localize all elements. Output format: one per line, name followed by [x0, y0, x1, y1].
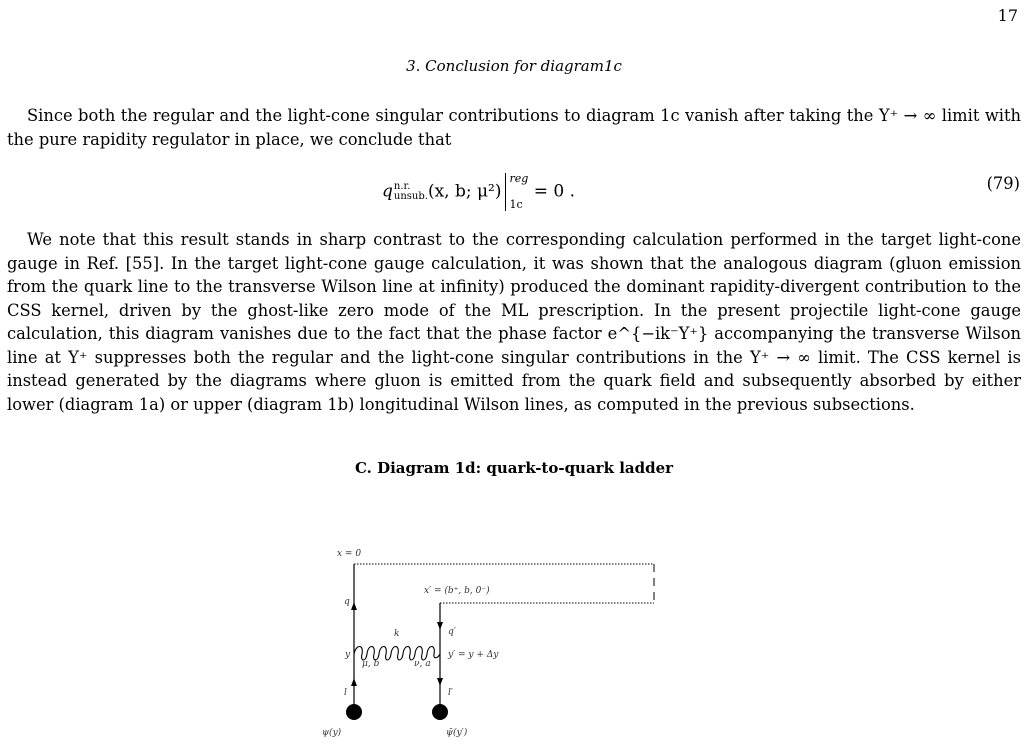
label-q: q — [344, 597, 350, 607]
equation-body — [382, 166, 575, 218]
arrow-l — [351, 678, 357, 686]
paragraph-1-text: Since both the regular and the light-cone singular contributions to diagram 1c vanish after taking the Y⁺ → ∞ limit with the pure rapidity regulator in place, we conclude that — [7, 106, 1021, 149]
arrow-lprime — [437, 678, 443, 686]
label-x0: x = 0 — [337, 549, 362, 559]
label-l: l — [344, 688, 347, 698]
eq-bar-sub: 1c — [509, 198, 523, 211]
label-xprime: x′ = (b⁺, b, 0⁻) — [424, 586, 490, 596]
paragraph-1 — [7, 104, 1021, 151]
eq-subscript: unsub. — [393, 191, 428, 202]
arrow-q — [351, 602, 357, 610]
section-title: C. Diagram 1d: quark-to-quark ladder — [354, 459, 674, 477]
eq-args: (x, b; μ²) — [427, 181, 502, 202]
eq-symbol: q — [382, 181, 393, 202]
label-psibar: ψ̄(y′) — [446, 728, 468, 738]
label-y: y — [345, 650, 351, 660]
label-nu-a: ν, a — [414, 659, 431, 669]
label-qprime: q′ — [448, 627, 456, 637]
equation-number: (79) — [986, 174, 1020, 193]
paragraph-2 — [7, 228, 1021, 416]
eq-superscript: n.r. — [393, 181, 411, 192]
label-lprime: l′ — [448, 688, 453, 698]
label-yprime: y′ = y + Δy — [448, 650, 499, 660]
gluon-line — [354, 647, 440, 661]
label-psi: ψ(y) — [322, 728, 342, 738]
label-mu-b: μ, b — [362, 659, 380, 669]
blob-left — [346, 704, 362, 720]
eq-bar-sup: reg — [509, 172, 529, 185]
arrow-qprime — [437, 622, 443, 630]
paragraph-2-text: We note that this result stands in sharp contrast to the corresponding calculation performed in the target light-cone gauge in Ref. [55]. In the target light-cone gauge calculation, it was shown that the analogous diagram (gluon emission from the quark line to the transverse Wilson line at infinity) produced the dominant rapidity-divergent contribution to the CSS kernel, driven by the ghost-like zero mode of the ML prescription. In the present projectile light-cone gauge calculation, this diagram vanishes due to the fact that the phase factor e^{−ik⁻Y⁺} accompanying the transverse Wilson line at Y⁺ suppresses both the regular and the light-cone singular contributions in the Y⁺ → ∞ limit. The CSS kernel is instead generated by the diagrams where gluon is emitted from the quark field and subsequently absorbed by either lower (diagram 1a) or upper (diagram 1b) longitudinal Wilson lines, as computed in the previous subsections. — [7, 230, 1021, 414]
page-number: 17 — [997, 6, 1018, 25]
label-k: k — [394, 629, 400, 639]
blob-right — [432, 704, 448, 720]
feynman-diagram — [300, 540, 680, 740]
equation-79 — [0, 166, 1028, 216]
subsection-title: 3. Conclusion for diagram1c — [406, 57, 622, 75]
eq-rhs: = 0 . — [533, 181, 575, 202]
